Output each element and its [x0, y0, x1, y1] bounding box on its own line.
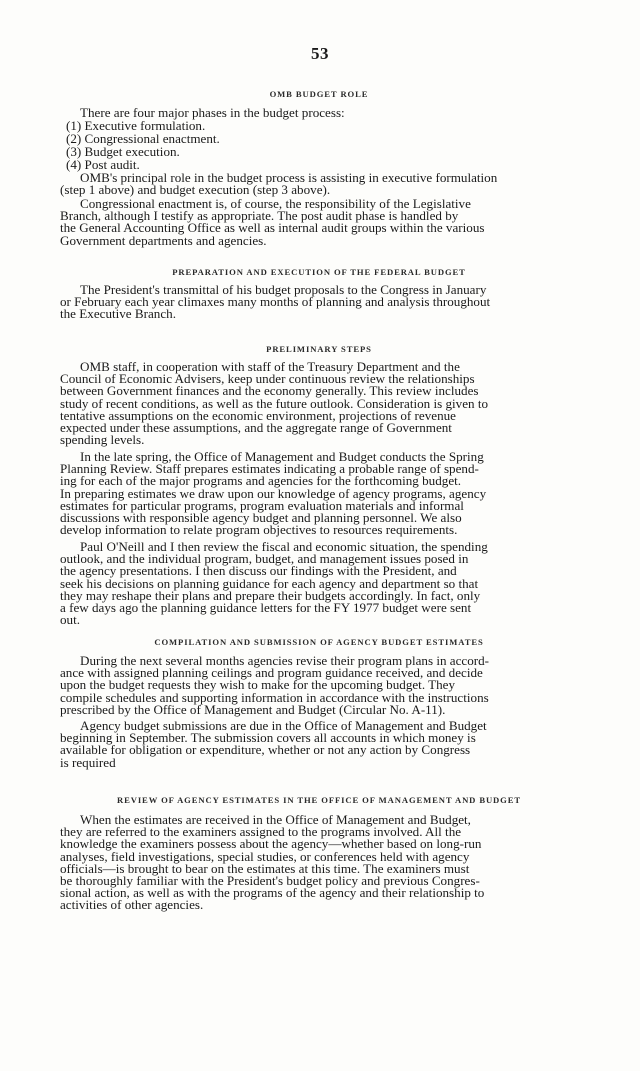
text-line: they are referred to the examiners assigned to the programs involved. All the	[60, 824, 462, 840]
text-line: When the estimates are received in the Office of Management and Budget,	[80, 812, 471, 827]
text-line: between Government finances and the economy generally. This review includes	[60, 383, 479, 399]
text-line: beginning in September. The submission covers all accounts in which money is	[60, 730, 476, 746]
paragraph	[60, 284, 578, 321]
text-line: discussions with responsible agency budget and planning personnel. We also	[60, 510, 462, 526]
text-line: knowledge the examiners possess about the agency—whether based on long-run	[60, 836, 482, 852]
text-line: prescribed by the Office of Management and Budget (Circular No. A-11).	[60, 701, 446, 717]
text-line: out.	[60, 612, 81, 628]
text-line: a few days ago the planning guidance letters for the FY 1977 budget were sent	[60, 600, 472, 616]
text-line: available for obligation or expenditure, whether or not any action by Congress	[60, 742, 471, 758]
section-heading: OMB BUDGET ROLE	[269, 89, 369, 99]
text-line: is required	[60, 754, 116, 770]
text-line: outlook, and the individual program, budget, and management issues posed in	[60, 551, 469, 567]
text-line: Council of Economic Advisers, keep under continuous review the relationships	[60, 371, 475, 387]
text-line: tentative assumptions on the economic environment, projections of revenue	[60, 407, 456, 423]
text-line: Branch, although I testify as appropriate. The post audit phase is handled by	[60, 208, 459, 224]
section-heading: COMPILATION AND SUBMISSION OF AGENCY BUDGET ESTIMATES	[154, 637, 484, 647]
text-line: or February each year climaxes many months of planning and analysis throughout	[60, 294, 491, 310]
section-heading: PREPARATION AND EXECUTION OF THE FEDERAL BUDGET	[172, 267, 466, 277]
page-number: 53	[311, 44, 329, 63]
paragraph	[60, 198, 578, 247]
text-line: Government departments and agencies.	[60, 232, 267, 248]
paragraph	[60, 814, 578, 912]
text-line: Planning Review. Staff prepares estimates indicating a probable range of spend-	[60, 461, 479, 477]
text-line: sional action, as well as with the programs of the agency and their relationship to	[60, 885, 485, 901]
paragraph	[60, 172, 578, 196]
text-line: There are four major phases in the budget process:	[80, 105, 345, 120]
section-heading: PRELIMINARY STEPS	[266, 344, 372, 354]
section-heading: REVIEW OF AGENCY ESTIMATES IN THE OFFICE OF MANAGEMENT AND BUDGET	[116, 795, 522, 805]
text-line: (step 1 above) and budget execution (step 3 above).	[60, 182, 331, 198]
text-line: develop information to relate program objectives to resources requirements.	[60, 522, 458, 538]
paragraph	[60, 451, 578, 536]
text-line: study of recent conditions, as well as the future outlook. Consideration is given to	[60, 395, 489, 411]
text-line: (3) Budget execution.	[66, 144, 180, 159]
text-line: the General Accounting Office as well as internal audit groups within the various	[60, 220, 485, 236]
paragraph	[60, 655, 578, 716]
text-line: ance with assigned planning ceilings and program guidance received, and decide	[60, 665, 483, 681]
text-line: OMB staff, in cooperation with staff of the Treasury Department and the	[80, 359, 460, 374]
text-line: In the late spring, the Office of Management and Budget conducts the Spring	[80, 449, 484, 464]
text-line: Paul O'Neill and I then review the fiscal and economic situation, the spending	[80, 539, 488, 554]
paragraph	[60, 361, 578, 446]
paragraph	[60, 541, 578, 626]
text-line: OMB's principal role in the budget process is assisting in executive formulation	[80, 170, 498, 185]
text-line: (2) Congressional enactment.	[66, 131, 220, 146]
text-line: seek his decisions on planning guidance for each agency and department so that	[60, 575, 479, 591]
text-line: analyses, field investigations, special studies, or conferences held with agency	[60, 848, 470, 864]
text-line: expected under these assumptions, and the aggregate range of Government	[60, 420, 452, 436]
text-line: compile schedules and supporting information in accordance with the instructions	[60, 689, 489, 705]
text-line: the Executive Branch.	[60, 306, 176, 322]
text-line: During the next several months agencies revise their program plans in accord-	[80, 653, 490, 668]
text-line: the agency presentations. I then discuss our findings with the President, and	[60, 563, 457, 579]
text-line: be thoroughly familiar with the President's budget policy and previous Congres-	[60, 873, 480, 889]
text-line: spending levels.	[60, 432, 145, 448]
text-line: officials—is brought to bear on the estimates at this time. The examiners must	[60, 860, 470, 876]
text-line: ing for each of the major programs and agencies for the forthcoming budget.	[60, 473, 462, 489]
text-line: they may reshape their plans and prepare their budgets accordingly. In fact, only	[60, 587, 481, 603]
text-line: upon the budget requests they wish to make for the upcoming budget. They	[60, 677, 456, 693]
text-line: Agency budget submissions are due in the Office of Management and Budget	[80, 718, 487, 733]
text-line: Congressional enactment is, of course, the responsibility of the Legislative	[80, 196, 471, 211]
text-line: (4) Post audit.	[66, 157, 140, 172]
text-line: (1) Executive formulation.	[66, 118, 206, 133]
text-line: The President's transmittal of his budget proposals to the Congress in January	[80, 282, 487, 297]
text-line: activities of other agencies.	[60, 897, 204, 913]
paragraph	[60, 720, 578, 769]
text-line: In preparing estimates we draw upon our knowledge of agency programs, agency	[60, 485, 487, 501]
text-line: estimates for particular programs, program evaluation materials and informal	[60, 497, 464, 513]
